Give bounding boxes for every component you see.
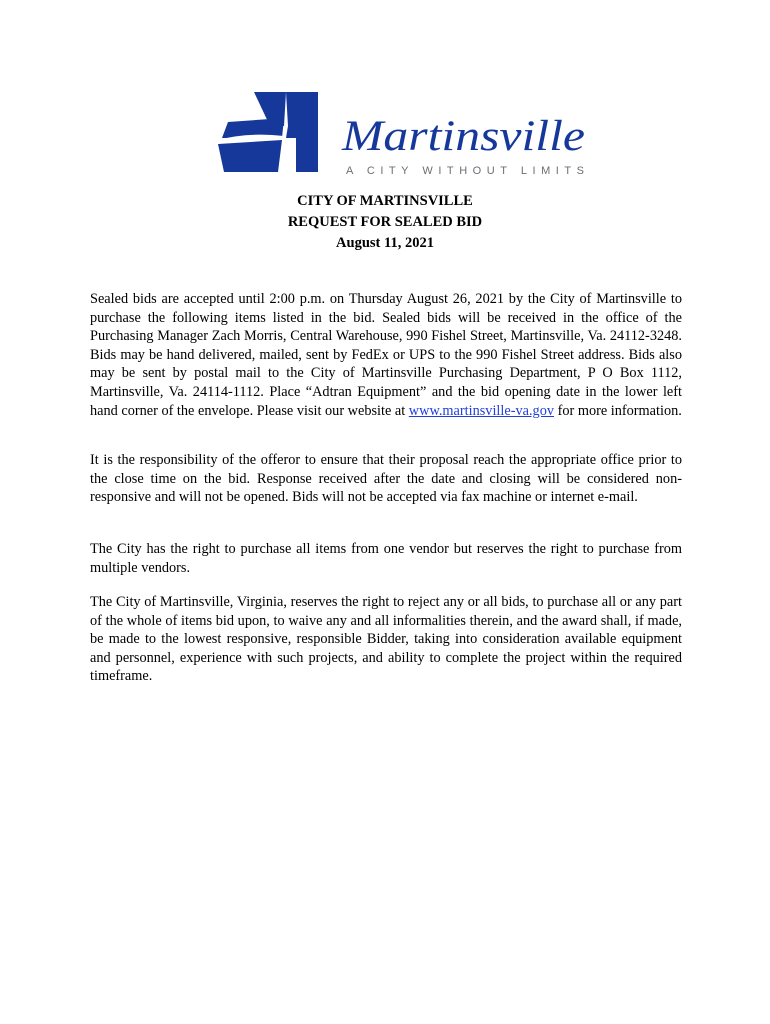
responsibility-paragraph: It is the responsibility of the offeror to ensure that their proposal reach the appropriate office prior to the close time on the bid. Response received after the date and closing will be considered non-responsive and will not be opened. Bids will not be accepted via fax machine or internet e-mail. [90,452,682,506]
logo-tagline: A CITY WITHOUT LIMITS [346,165,584,177]
reservation-paragraph: The City of Martinsville, Virginia, reserves the right to reject any or all bids, to purchase all or any part of the whole of items bid upon, to waive any and all informalities therein, and the award shall, if made, be made to the lowest responsive, responsible Bidder, taking into consideration available equipment and personnel, experience with such projects, and ability to complete the project within the required timeframe. [90,594,682,685]
city-logo [218,92,590,182]
website-link[interactable]: www.martinsville-va.gov [408,402,554,419]
header-city: CITY OF MARTINSVILLE [297,193,473,209]
bid-details-text-end: for more information. [554,402,682,419]
header-title: REQUEST FOR SEALED BID [287,214,483,230]
vendor-rights-paragraph: The City has the right to purchase all items from one vendor but reserves the right to purchase from multiple vendors. [90,541,682,576]
bid-details-paragraph [90,290,682,420]
bid-details-text: Sealed bids are accepted until 2:00 p.m. on Thursday August 26, 2021 by the City of Martinsville to purchase the following items listed in the bid. Sealed bids will be received in the office of the Purchasing Manager Zach Morris, Central Warehouse, 990 Fishel Street, Martinsville, Va. 24112-3248. Bids may be hand delivered, mailed, sent by FedEx or UPS to the 990 Fishel Street address. Bids also may be sent by postal mail to the City of Martinsville Purchasing Department, P O Box 1112, Martinsville, Va. 24114-1112. Place “Adtran Equipment” and the bid opening date in the lower left hand corner of the envelope. Please visit our website at [90,291,682,419]
logo-name: Martinsville [340,113,585,160]
header-date: August 11, 2021 [336,235,434,251]
martinsville-logo-icon [218,92,590,182]
document-header [0,191,770,254]
m-mark-icon [218,92,318,172]
